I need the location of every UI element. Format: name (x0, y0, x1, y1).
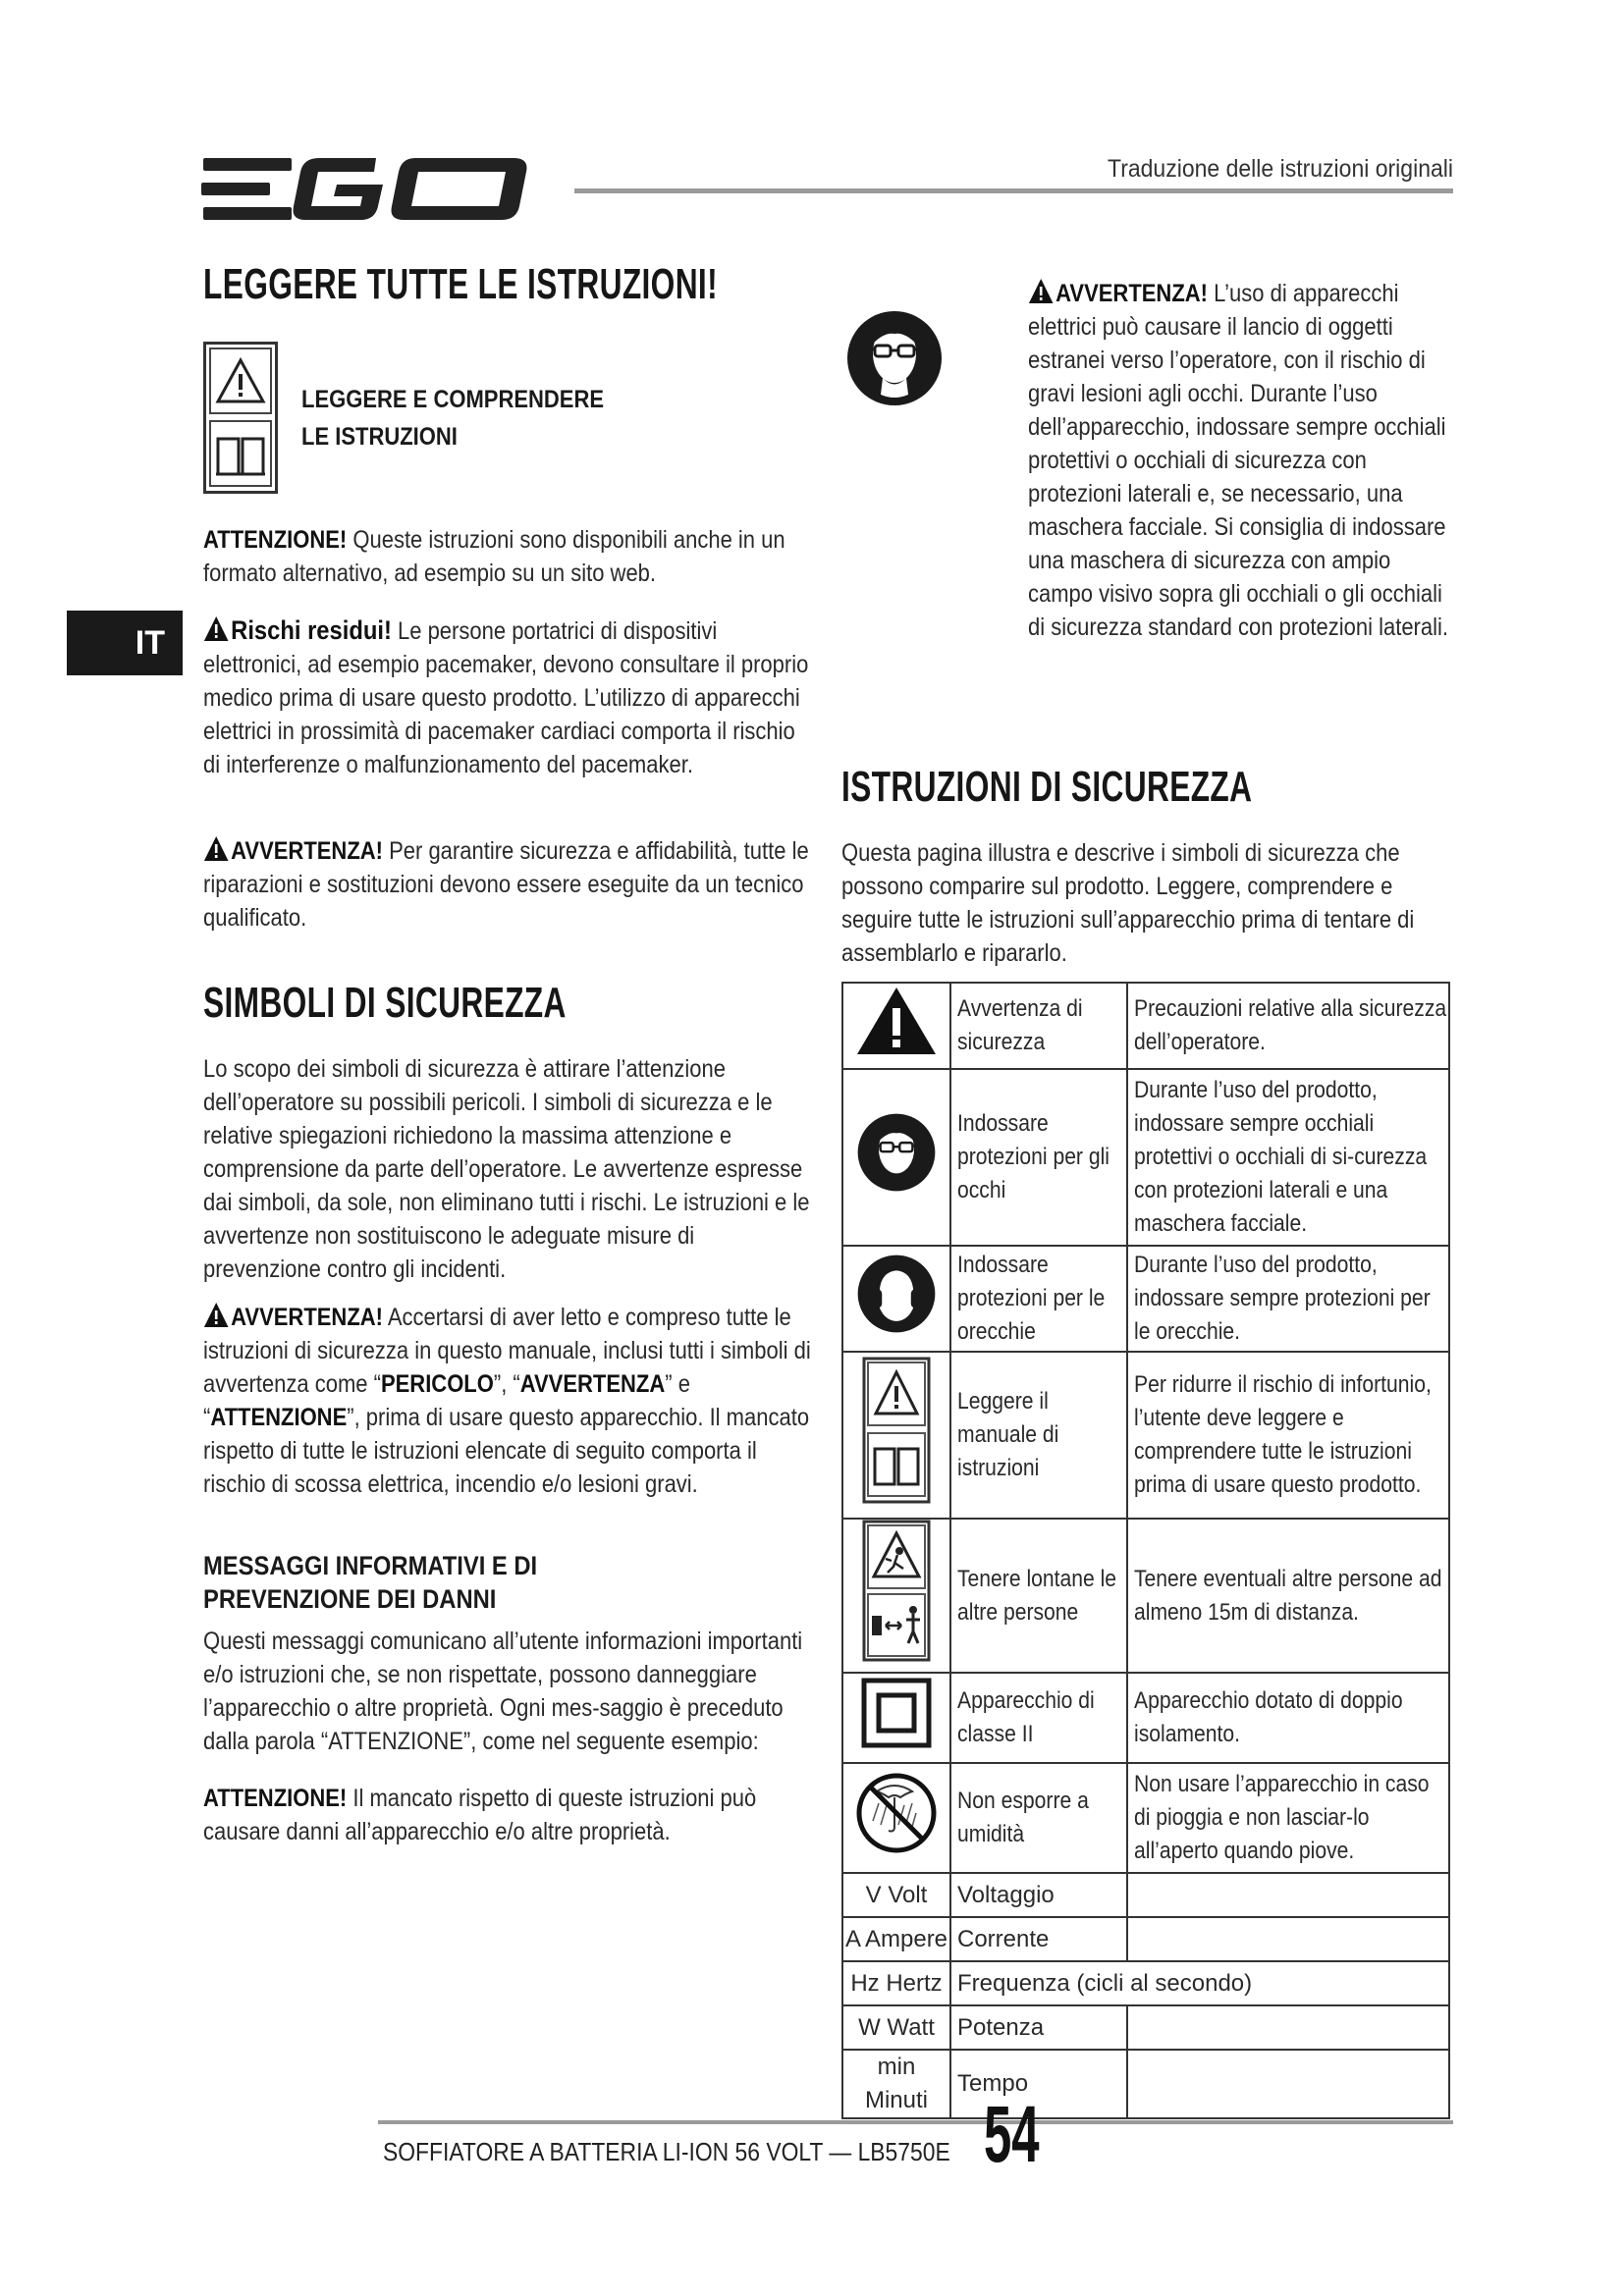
warning-triangle-icon (203, 835, 229, 862)
warning-read-all: AVVERTENZA! Accertarsi di aver letto e compreso tutte le istruzioni di sicurezza in questo manuale, inclusi tutti i simboli di avvertenza come “PERICOLO”, “AVVERTENZA” e “ATTENZIONE”, prima di usare questo apparecchio. Il mancato rispetto di tutte le istruzioni elencate di seguito comporta il rischio di scossa elettrica, incendio e/o lesioni gravi. (203, 1304, 811, 1498)
safety-symbols-table (841, 982, 1450, 2119)
symbol-cell (842, 983, 950, 1069)
attention-damage: ATTENZIONE! Il mancato rispetto di queste istruzioni può causare danni all’apparecchio e/o altre proprietà. (203, 1785, 757, 1845)
table-row: W Watt Potenza (842, 2005, 1449, 2050)
ear-protection-icon (856, 1254, 937, 1334)
warning-repairs: AVVERTENZA! Per garantire sicurezza e affidabilità, tutte le riparazioni e sostituzioni devono essere eseguite da un tecnico qualificato. (203, 837, 809, 932)
read-manual-icon (203, 342, 278, 494)
symbol-cell (842, 1069, 950, 1246)
symbol-cell (842, 1246, 950, 1352)
attention-alt-format: ATTENZIONE! Queste istruzioni sono disponibili anche in un formato alternativo, ad esempio su un sito web. (203, 526, 785, 587)
page-number: 54 (984, 2090, 1040, 2179)
header-rule (574, 188, 1453, 193)
eye-protection-icon (856, 1112, 937, 1193)
warning-triangle-icon (203, 615, 229, 642)
no-rain-icon (855, 1772, 938, 1854)
safety-symbols-intro: Lo scopo dei simboli di sicurezza è attirare l’attenzione dell’operatore su possibili pericoli. I simboli di sicurezza e le relative spiegazioni richiedono la massima attenzione e comprensione da parte dell’operatore. Le avvertenze espresse dai simboli, da sole, non eliminano tutti i rischi. Le istruzioni e le avvertenze non sostituiscono le adeguate misure di prevenzione contro gli incidenti. (203, 1055, 810, 1283)
read-manual-icon (862, 1357, 931, 1504)
footer-product: SOFFIATORE A BATTERIA LI-ION 56 VOLT — LB5750E (383, 2137, 950, 2166)
keep-bystanders-away-icon (862, 1520, 931, 1662)
table-row: Indossare protezioni per le orecchie Durante l’uso del prodotto, indossare sempre protezioni per le orecchie. (842, 1246, 1449, 1352)
table-row: V Volt Voltaggio (842, 1873, 1449, 1917)
ego-logo (201, 152, 540, 226)
section-title-read-all: LEGGERE TUTTE LE ISTRUZIONI! (203, 260, 719, 308)
warning-triangle-icon (1028, 278, 1054, 304)
table-row: Avvertenza di sicurezza Precauzioni relative alla sicurezza dell’operatore. (842, 983, 1449, 1069)
table-row: Indossare protezioni per gli occhi Durante l’uso del prodotto, indossare sempre occhiali protettivi o occhiali di si-curezza con protezioni laterali e una maschera facciale. (842, 1069, 1449, 1246)
table-row: Tenere lontane le altre persone Tenere eventuali altre persone ad almeno 15m di distanza. (842, 1519, 1449, 1673)
table-row: min Minuti Tempo (842, 2050, 1449, 2118)
language-tab: IT (67, 611, 183, 675)
table-row: Leggere il manuale di istruzioni Per ridurre il rischio di infortunio, l’utente deve leggere e comprendere tutte le istruzioni prima di usare questo prodotto. (842, 1352, 1449, 1519)
warning-triangle-icon (854, 985, 939, 1057)
residual-risks: Rischi residui! Le persone portatrici di dispositivi elettronici, ad esempio pacemaker, devono consultare il proprio medico prima di usare questo prodotto. L’utilizzo di apparecchi elettrici in prossimità di pacemaker cardiaci comporta il rischio di interferenze o malfunzionamento del pacemaker. (203, 615, 809, 778)
section-title-safety-instructions: ISTRUZIONI DI SICUREZZA (841, 763, 1253, 811)
table-row: Hz Hertz Frequenza (cicli al secondo) (842, 1961, 1449, 2005)
read-manual-label: LEGGERE E COMPRENDERE LE ISTRUZIONI (301, 386, 605, 451)
header-subtitle: Traduzione delle istruzioni originali (1107, 155, 1453, 183)
eye-protection-icon (845, 285, 944, 432)
symbol-cell (842, 1352, 950, 1519)
informative-messages-text: Questi messaggi comunicano all’utente informazioni importanti e/o istruzioni che, se non rispettate, possono danneggiare l’apparecchio o altre proprietà. Ogni mes-saggio è preceduto dalla parola “ATTENZIONE”, come nel seguente esempio: (203, 1628, 803, 1755)
section-title-safety-symbols: SIMBOLI DI SICUREZZA (203, 979, 567, 1027)
warning-triangle-icon (203, 1302, 229, 1328)
footer-rule (378, 2120, 1453, 2124)
symbol-cell (842, 1763, 950, 1873)
class-ii-icon (861, 1678, 932, 1748)
informative-messages-heading: MESSAGGI INFORMATIVI E DI PREVENZIONE DEI DANNI (203, 1551, 538, 1614)
symbol-cell (842, 1673, 950, 1763)
safety-instructions-intro: Questa pagina illustra e descrive i simboli di sicurezza che possono comparire sul prodotto. Leggere, comprendere e seguire tutte le istruzioni sull’apparecchio prima di tentare di assemblarlo e ripararlo. (841, 839, 1415, 967)
table-row: Apparecchio di classe II Apparecchio dotato di doppio isolamento. (842, 1673, 1449, 1763)
table-row: Non esporre a umidità Non usare l’apparecchio in caso di pioggia e non lasciar-lo all’aperto quando piove. (842, 1763, 1449, 1873)
table-row: A Ampere Corrente (842, 1917, 1449, 1961)
warning-eye-protection: AVVERTENZA! L’uso di apparecchi elettrici può causare il lancio di oggetti estranei verso l’operatore, con il rischio di gravi lesioni agli occhi. Durante l’uso dell’apparecchio, indossare sempre occhiali protettivi o occhiali di sicurezza con protezioni laterali e, se necessario, una maschera facciale. Si consiglia di indossare una maschera di sicurezza con ampio campo visivo sopra gli occhiali o gli occhiali di sicurezza standard con protezioni laterali. (1028, 280, 1449, 641)
symbol-cell (842, 1519, 950, 1673)
